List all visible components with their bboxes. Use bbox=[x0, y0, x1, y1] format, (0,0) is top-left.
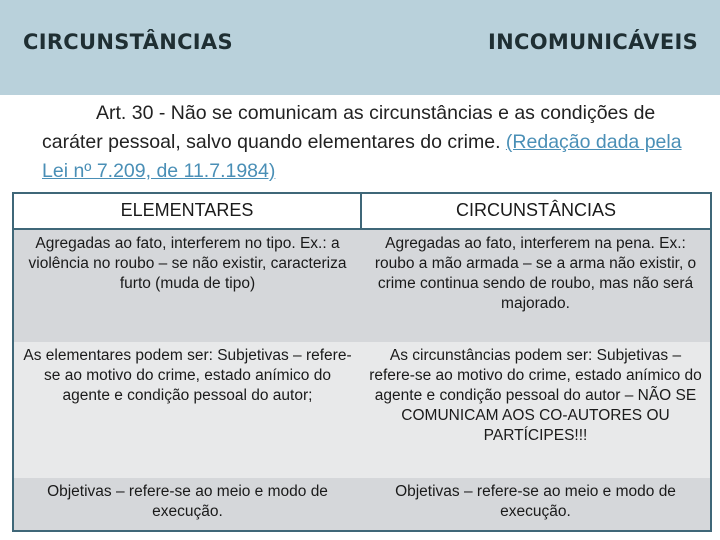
table-row bbox=[14, 342, 710, 478]
table-row bbox=[14, 478, 710, 532]
cell-right: Objetivas – refere-se ao meio e modo de execução. bbox=[361, 478, 710, 532]
title-left: CIRCUNSTÂNCIAS bbox=[23, 30, 233, 54]
comparison-table bbox=[12, 192, 712, 532]
cell-right: As circunstâncias podem ser: Subjetivas – refere-se ao motivo do crime, estado anímico do agente e condição pessoal do autor – NÃO SE COMUNICAM AOS CO-AUTORES OU PARTÍCIPES!!! bbox=[361, 342, 710, 478]
table-row bbox=[14, 229, 710, 342]
header-circunstancias: CIRCUNSTÂNCIAS bbox=[361, 194, 710, 229]
title-right: INCOMUNICÁVEIS bbox=[488, 30, 698, 54]
article-text: Art. 30 - Não se comunicam as circunstâncias e as condições de caráter pessoal, salvo quando elementares do crime. bbox=[42, 102, 656, 153]
title-band bbox=[0, 0, 720, 95]
cell-right: Agregadas ao fato, interferem na pena. Ex.: roubo a mão armada – se a arma não existir, o crime continua sendo de roubo, mas não será majorado. bbox=[361, 229, 710, 342]
law-reference-link[interactable]: (Redação dada pela Lei nº 7.209, de 11.7.1984) bbox=[42, 131, 682, 182]
cell-left: Objetivas – refere-se ao meio e modo de execução. bbox=[14, 478, 361, 532]
cell-left: As elementares podem ser: Subjetivas – refere-se ao motivo do crime, estado anímico do agente e condição pessoal do autor; bbox=[14, 342, 361, 478]
cell-left: Agregadas ao fato, interferem no tipo. Ex.: a violência no roubo – se não existir, caracteriza furto (muda de tipo) bbox=[14, 229, 361, 342]
article-text-block bbox=[42, 99, 712, 186]
header-elementares: ELEMENTARES bbox=[14, 194, 361, 229]
